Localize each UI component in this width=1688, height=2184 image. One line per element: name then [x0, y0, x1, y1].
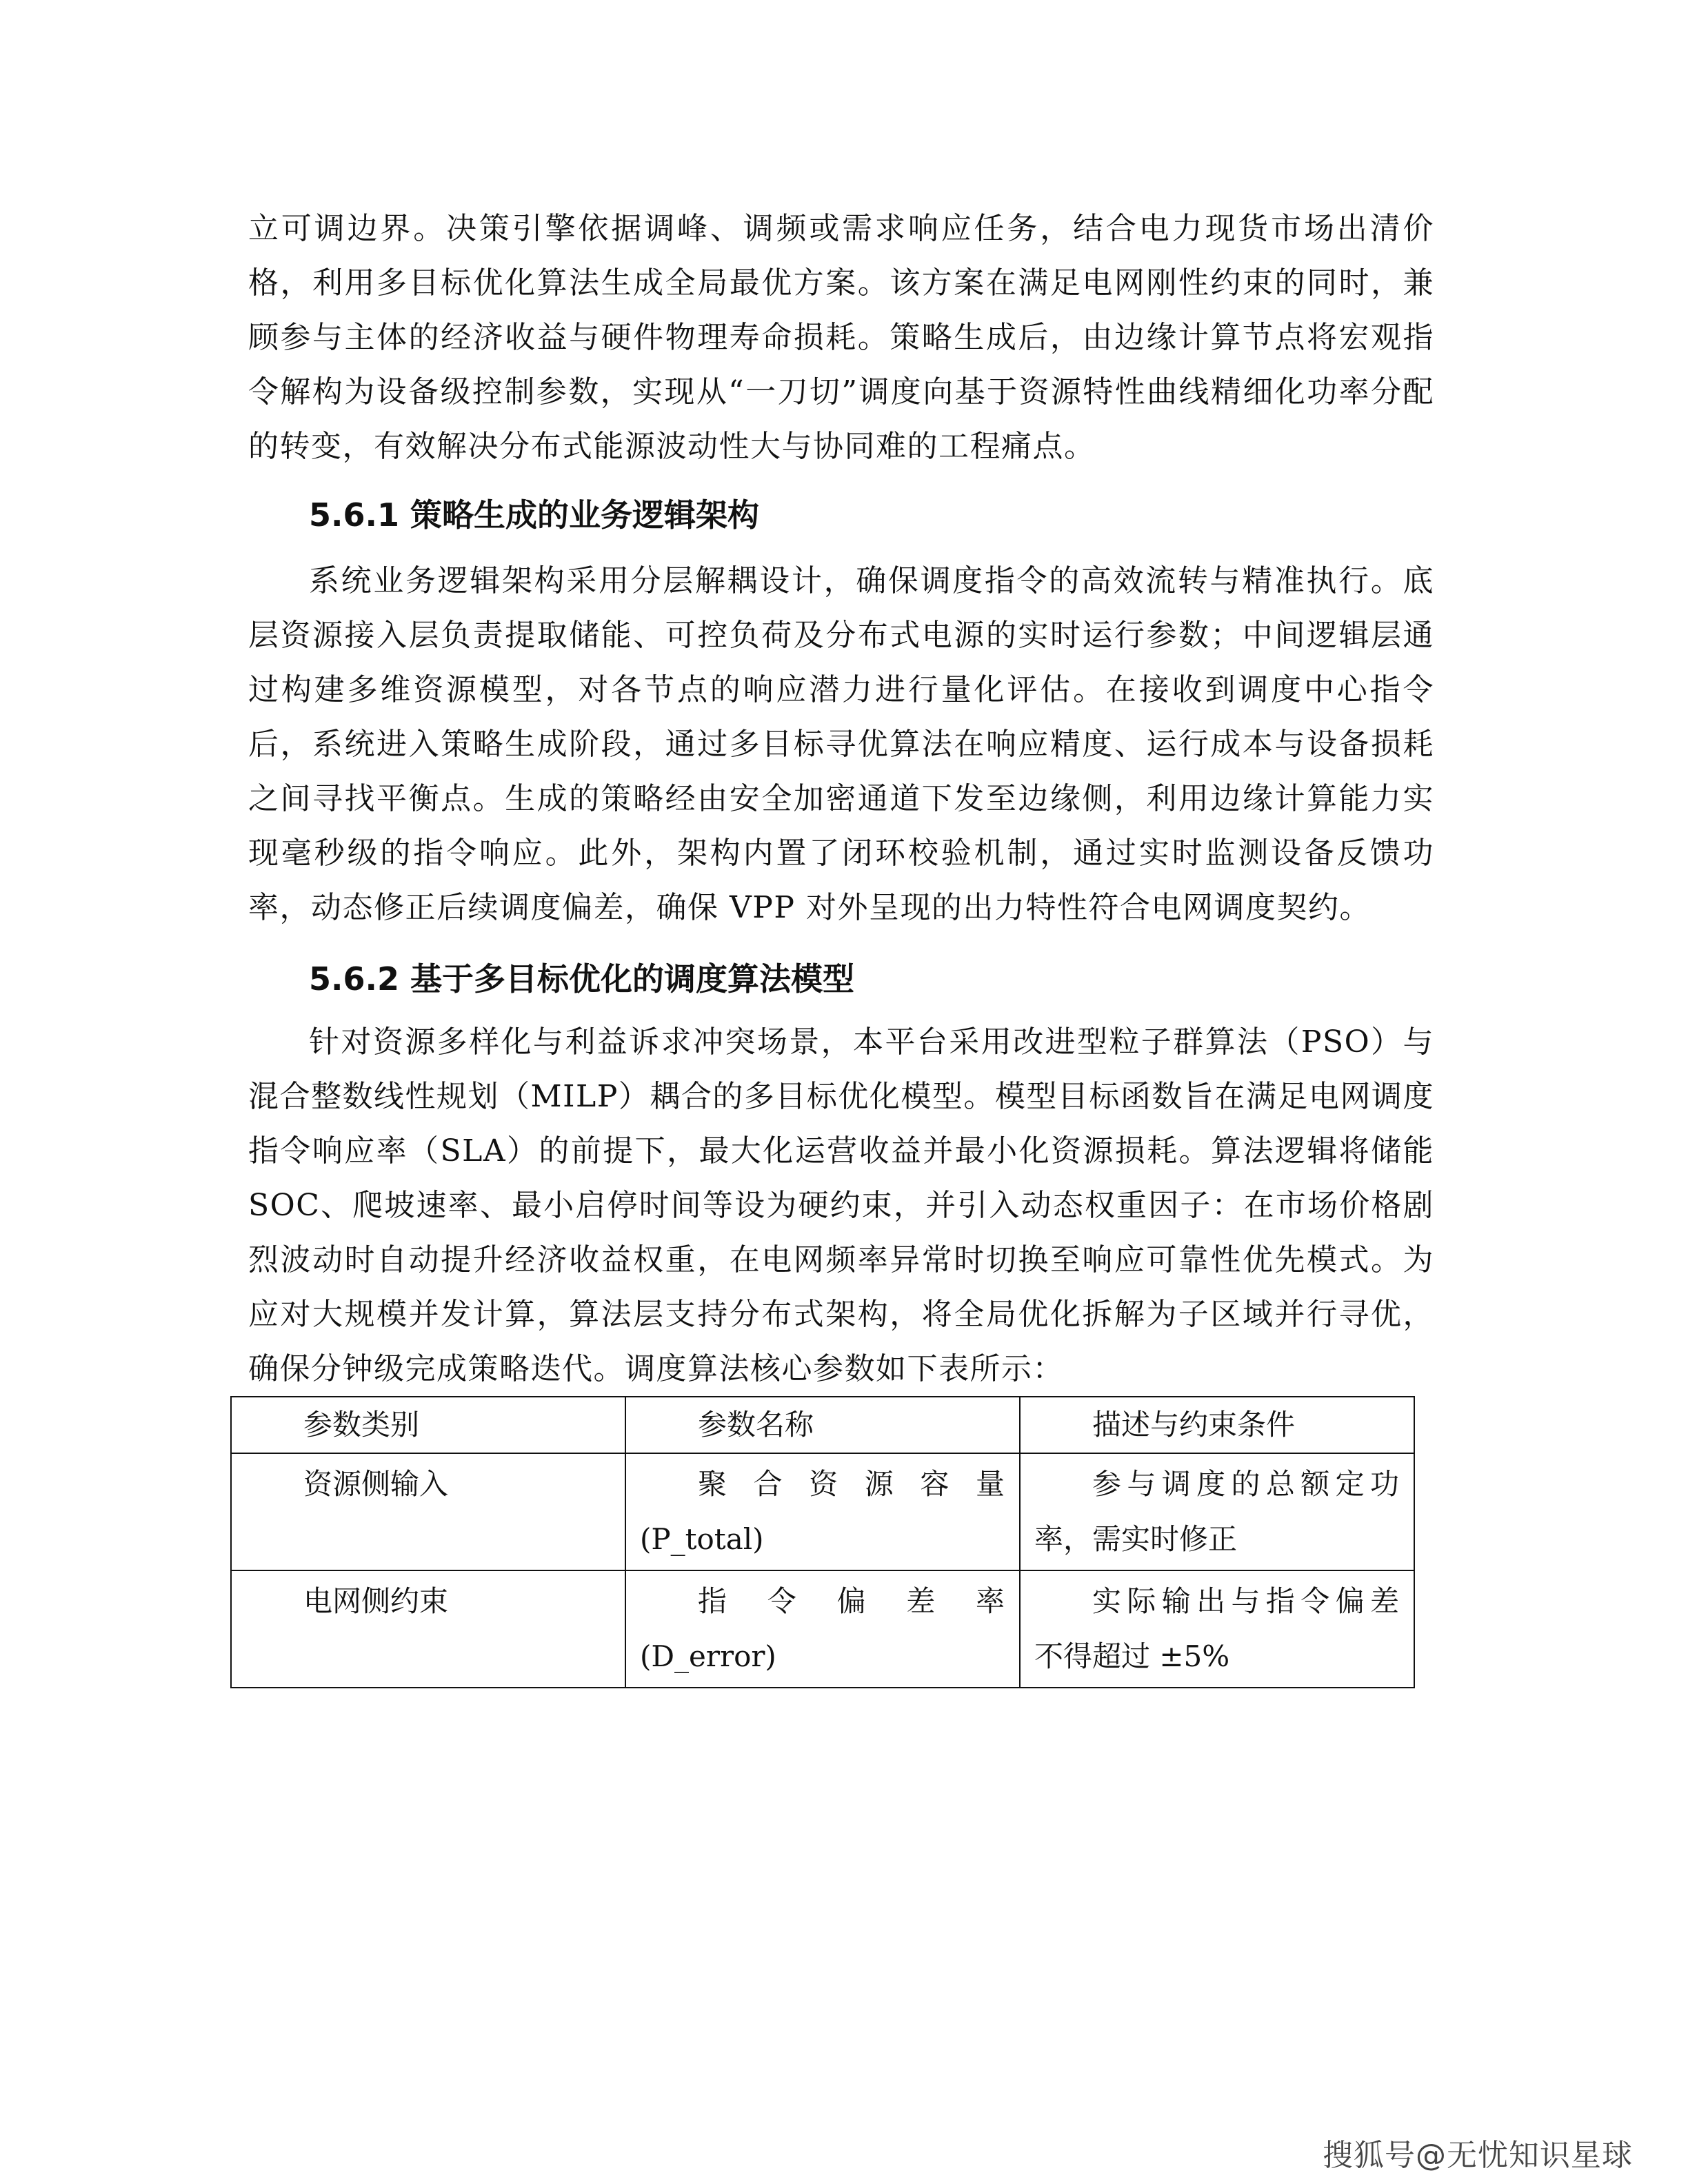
- param-symbol-text: (D_error): [640, 1639, 776, 1673]
- category-text: 电网侧约束: [303, 1584, 449, 1618]
- table-cell-category: [231, 1453, 625, 1570]
- table-row: [231, 1570, 1414, 1688]
- param-symbol-text: (P_total): [640, 1522, 764, 1556]
- description-text-line2: 不得超过 ±5%: [1034, 1639, 1230, 1673]
- table-header-name: 参数名称: [625, 1397, 1020, 1453]
- table-row: [231, 1453, 1414, 1570]
- table-cell-description: [1020, 1570, 1414, 1688]
- param-name-text: 聚合资源容量: [698, 1467, 1005, 1501]
- source-watermark: 搜狐号@无忧知识星球: [1323, 2138, 1633, 2173]
- document-page: [248, 201, 1434, 1688]
- table-cell-name: [625, 1570, 1020, 1688]
- table-cell-category: [231, 1570, 625, 1688]
- table-cell-description: [1020, 1453, 1414, 1570]
- parameter-table: [230, 1396, 1415, 1688]
- table-cell-name: [625, 1453, 1020, 1570]
- category-text: 资源侧输入: [303, 1467, 449, 1501]
- param-name-text: 指令偏差率: [698, 1584, 1005, 1618]
- section-5-6-2-paragraph: 针对资源多样化与利益诉求冲突场景，本平台采用改进型粒子群算法（PSO）与混合整数线性规划（MILP）耦合的多目标优化模型。模型目标函数旨在满足电网调度指令响应率（SLA）的前提下，最大化运营收益并最小化资源损耗。算法逻辑将储能 SOC、爬坡速率、最小启停时间等设为硬约束，并引入动态权重因子：在市场价格剧烈波动时自动提升经济收益权重，在电网频率异常时切换至响应可靠性优先模式。为应对大规模并发计算，算法层支持分布式架构，将全局优化拆解为子区域并行寻优，确保分钟级完成策略迭代。调度算法核心参数如下表所示：: [248, 1024, 1434, 1386]
- description-text-line1: 参与调度的总额定功: [1092, 1467, 1400, 1501]
- section-heading-5-6-1: 5.6.1 策略生成的业务逻辑架构: [309, 496, 759, 534]
- table-header-row: [231, 1397, 1414, 1453]
- section-heading-5-6-2: 5.6.2 基于多目标优化的调度算法模型: [309, 960, 854, 998]
- table-header-category: 参数类别: [231, 1397, 625, 1453]
- description-text-line1: 实际输出与指令偏差: [1092, 1584, 1400, 1618]
- section-5-6-1-paragraph: 系统业务逻辑架构采用分层解耦设计，确保调度指令的高效流转与精准执行。底层资源接入层负责提取储能、可控负荷及分布式电源的实时运行参数；中间逻辑层通过构建多维资源模型，对各节点的响应潜力进行量化评估。在接收到调度中心指令后，系统进入策略生成阶段，通过多目标寻优算法在响应精度、运行成本与设备损耗之间寻找平衡点。生成的策略经由安全加密通道下发至边缘侧，利用边缘计算能力实现毫秒级的指令响应。此外，架构内置了闭环校验机制，通过实时监测设备反馈功率，动态修正后续调度偏差，确保 VPP 对外呈现的出力特性符合电网调度契约。: [248, 563, 1434, 925]
- intro-paragraph: 立可调边界。决策引擎依据调峰、调频或需求响应任务，结合电力现货市场出清价格，利用多目标优化算法生成全局最优方案。该方案在满足电网刚性约束的同时，兼顾参与主体的经济收益与硬件物理寿命损耗。策略生成后，由边缘计算节点将宏观指令解构为设备级控制参数，实现从“一刀切”调度向基于资源特性曲线精细化功率分配的转变，有效解决分布式能源波动性大与协同难的工程痛点。: [248, 211, 1434, 464]
- description-text-line2: 率，需实时修正: [1034, 1522, 1238, 1556]
- table-header-description: 描述与约束条件: [1020, 1397, 1414, 1453]
